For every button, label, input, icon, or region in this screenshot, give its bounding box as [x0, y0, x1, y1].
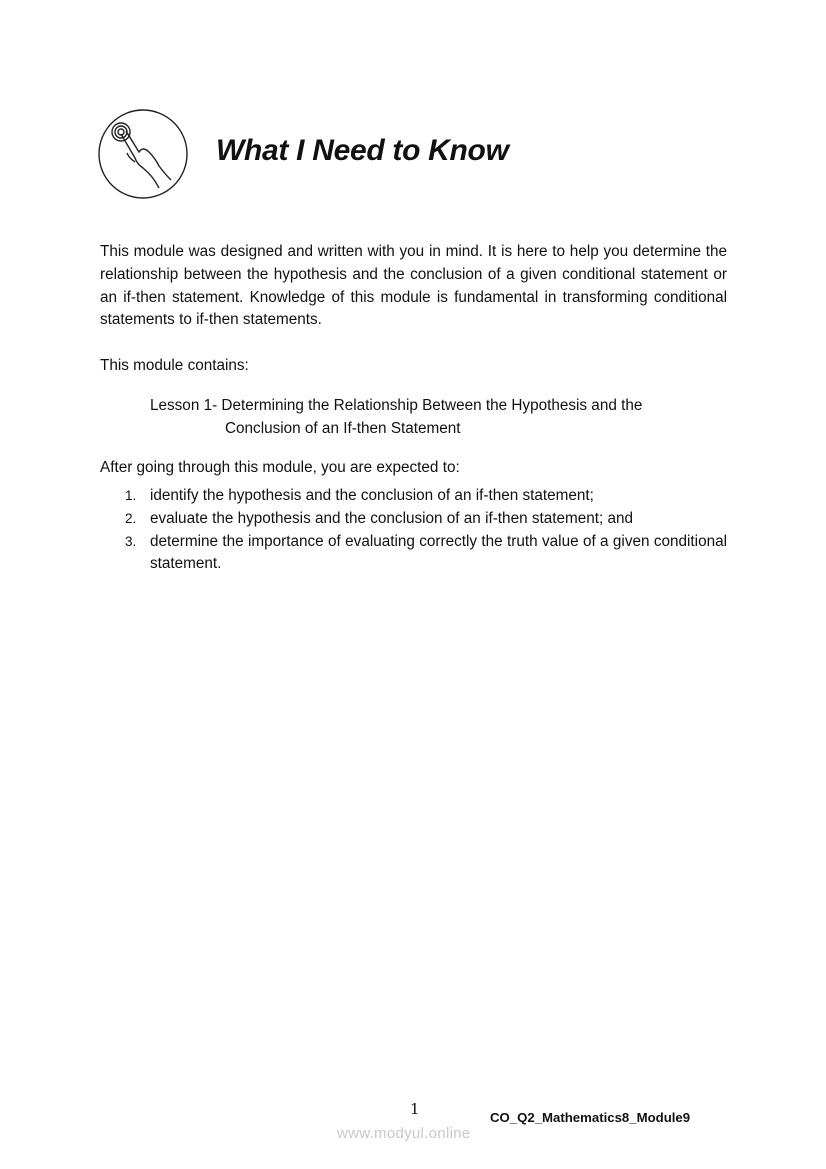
list-text: identify the hypothesis and the conclusion of an if-then statement; — [150, 487, 594, 504]
contains-label: This module contains: — [100, 357, 249, 374]
module-code: CO_Q2_Mathematics8_Module9 — [490, 1110, 691, 1125]
page-number: 1 — [410, 1100, 420, 1118]
list-number: 3. — [125, 533, 137, 549]
list-item — [100, 485, 727, 508]
page-title: What I Need to Know — [216, 134, 509, 167]
list-item — [100, 508, 727, 531]
list-text: evaluate the hypothesis and the conclusion of an if-then statement; and — [150, 509, 634, 527]
lesson-line-2: Conclusion of an If-then Statement — [225, 419, 461, 437]
objectives-list — [100, 485, 727, 576]
list-number: 2. — [125, 510, 137, 526]
hand-pointer-touch-icon — [97, 108, 191, 207]
lesson-item — [150, 395, 750, 441]
watermark: www.modyul.online — [337, 1125, 471, 1142]
list-item — [100, 531, 727, 577]
intro-paragraph: This module was designed and written with you in mind. It is here to help you determine the relationship between the hypothesis and the conclusion of a given conditional statement or an if-then statement. Knowledge of this module is fundamental in transforming conditional statements to if-then statements. — [100, 243, 727, 329]
list-text: determine the importance of evaluating correctly the truth value of a given conditional statement. — [150, 532, 727, 573]
lesson-line-1: Lesson 1- Determining the Relationship Between the Hypothesis and the — [150, 397, 643, 414]
expected-label: After going through this module, you are expected to: — [100, 459, 460, 476]
list-number: 1. — [125, 488, 137, 503]
